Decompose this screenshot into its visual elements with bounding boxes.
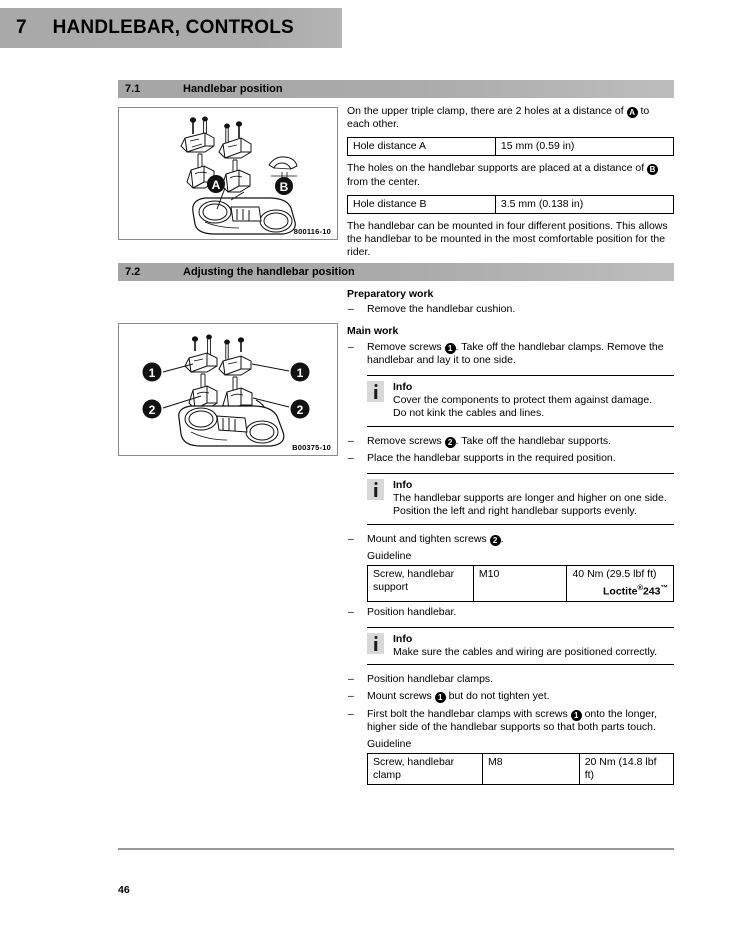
- step5-text: Position handlebar.: [367, 605, 457, 618]
- step7-part1: Mount screws: [367, 690, 435, 703]
- info-line: Position the left and right handlebar supports evenly.: [393, 505, 637, 518]
- list-item: [347, 303, 674, 316]
- chapter-number: 7: [16, 17, 27, 38]
- step8-part1: First bolt the handlebar clamps with screws: [367, 707, 571, 720]
- guideline-label-1: Guideline: [367, 549, 412, 562]
- paragraph-hole-distance-b-intro: [347, 162, 674, 188]
- info-box-1: [367, 375, 674, 427]
- dash-marker: –: [348, 605, 354, 618]
- inline-badge-1: 1: [435, 692, 446, 703]
- section-heading-7-2: [118, 263, 674, 281]
- section-title: Adjusting the handlebar position: [183, 266, 355, 278]
- inline-badge-2: 2: [445, 437, 456, 448]
- svg-text:1: 1: [148, 366, 156, 380]
- page-content: [118, 0, 674, 950]
- list-item: [347, 452, 674, 465]
- list-item: [347, 533, 674, 546]
- spec-table-screw-handlebar-support: [367, 565, 674, 602]
- step2-part2: . Take off the handlebar supports.: [455, 434, 612, 447]
- hole-distance-b-value: 3.5 mm (0.138 in): [495, 195, 673, 213]
- dash-marker: –: [348, 451, 354, 464]
- info-line: The handlebar supports are longer and higher on one side.: [393, 492, 667, 505]
- para2-part2: from the center.: [347, 175, 420, 188]
- screw-support-size: M10: [473, 566, 567, 602]
- info-title: Info: [393, 381, 413, 394]
- table-row: [348, 138, 674, 156]
- hole-distance-a-label: Hole distance A: [348, 138, 496, 156]
- hole-distance-b-label: Hole distance B: [348, 195, 496, 213]
- screw-support-torque: [567, 566, 674, 602]
- info-icon-dot: [374, 384, 377, 387]
- inline-badge-1: 1: [445, 343, 456, 354]
- dash-marker: –: [348, 707, 354, 720]
- info-line: Cover the components to protect them against damage.: [393, 394, 653, 407]
- step4-part1: Mount and tighten screws: [367, 532, 490, 545]
- page-number: 46: [118, 884, 130, 896]
- preparatory-item-text: Remove the handlebar cushion.: [367, 303, 516, 316]
- main-work-list-part3: [347, 533, 674, 546]
- step1-part1: Remove screws: [367, 340, 445, 353]
- info-icon-stem: [374, 641, 378, 651]
- section-heading-7-1: [118, 80, 674, 98]
- hole-distance-a-value: 15 mm (0.59 in): [495, 138, 673, 156]
- info-icon-stem: [374, 487, 378, 497]
- para1-part1: On the upper triple clamp, there are 2 holes at a distance of: [347, 105, 627, 117]
- triple-clamp-exploded-diagram: [119, 108, 337, 239]
- loctite-name: Loctite: [603, 585, 638, 598]
- info-icon-dot: [374, 482, 377, 485]
- step8-part2: onto the longer, higher side of the handlebar supports so that both parts touch.: [367, 707, 657, 733]
- info-icon: [367, 381, 384, 402]
- loctite-spec: [572, 581, 668, 599]
- list-item: [347, 435, 674, 448]
- info-icon-stem: [374, 389, 378, 399]
- list-item: [347, 673, 674, 686]
- main-work-list-part2: [347, 435, 674, 465]
- figure-id: B00375-10: [292, 443, 331, 452]
- list-item: [347, 690, 674, 703]
- para2-part1: The holes on the handlebar supports are placed at a distance of: [347, 162, 648, 175]
- para1-part2: to each other.: [347, 105, 650, 131]
- svg-text:B: B: [279, 180, 289, 194]
- spec-table-screw-handlebar-clamp: [367, 753, 674, 785]
- step1-part2: . Take off the handlebar clamps. Remove the handlebar and lay it to one side.: [367, 340, 664, 366]
- loctite-trademark: ™: [660, 583, 668, 593]
- svg-text:2: 2: [148, 403, 156, 417]
- figure-handlebar-position: [118, 107, 338, 240]
- info-icon: [367, 479, 384, 500]
- section-7-1-text: [347, 105, 674, 261]
- loctite-number: 243: [642, 585, 661, 598]
- dash-marker: –: [348, 673, 354, 686]
- figure-adjusting-handlebar: [118, 323, 338, 456]
- info-icon: [367, 633, 384, 654]
- loctite-registered-mark: ®: [637, 583, 643, 593]
- svg-text:A: A: [211, 178, 221, 192]
- dash-marker: –: [348, 303, 354, 316]
- preparatory-work-heading: Preparatory work: [347, 288, 434, 300]
- step2-part1: Remove screws: [367, 434, 445, 447]
- main-work-list-part1: [347, 341, 674, 367]
- preparatory-work-list: [347, 303, 674, 316]
- inline-badge-a: A: [627, 107, 638, 118]
- inline-badge-1: 1: [571, 710, 582, 721]
- guideline-label-2: Guideline: [367, 737, 412, 750]
- main-work-heading: Main work: [347, 325, 399, 338]
- spec-table-hole-distance-b: [347, 195, 674, 214]
- dash-marker: –: [348, 340, 354, 353]
- info-body: [393, 479, 674, 519]
- info-body: [393, 381, 674, 421]
- list-item: [347, 606, 674, 619]
- section-7-2-text: [347, 288, 674, 785]
- table-row: [368, 754, 674, 785]
- info-title: Info: [393, 479, 413, 492]
- step3-text: Place the handlebar supports in the required position.: [367, 451, 616, 464]
- list-item: [347, 708, 674, 734]
- spec-table-hole-distance-a: [347, 137, 674, 156]
- footer-divider: [118, 848, 674, 850]
- info-body: [393, 633, 674, 659]
- figure-id: 800116-10: [293, 227, 331, 236]
- paragraph-hole-distance-a-intro: [347, 105, 674, 131]
- info-box-2: [367, 473, 674, 525]
- torque-value: 40 Nm (29.5 lbf ft): [572, 568, 657, 581]
- info-line: Make sure the cables and wiring are positioned correctly.: [393, 645, 658, 658]
- svg-text:1: 1: [296, 366, 304, 380]
- main-work-list-part5: [347, 673, 674, 734]
- dash-marker: –: [348, 532, 354, 545]
- info-box-3: [367, 627, 674, 665]
- table-row: [348, 195, 674, 213]
- svg-text:2: 2: [296, 403, 304, 417]
- table-row: [368, 566, 674, 602]
- info-title: Info: [393, 632, 413, 645]
- inline-badge-2: 2: [490, 535, 501, 546]
- screw-clamp-name: Screw, handlebar clamp: [368, 754, 483, 785]
- info-line: Do not kink the cables and lines.: [393, 407, 545, 420]
- paragraph-mounting-positions: The handlebar can be mounted in four different positions. This allows the handlebar to be mounted in the most comfortable position for the rider.: [347, 219, 668, 259]
- chapter-title: HANDLEBAR, CONTROLS: [52, 17, 294, 38]
- screw-clamp-torque: 20 Nm (14.8 lbf ft): [579, 754, 673, 785]
- section-number: 7.2: [125, 266, 141, 278]
- screw-support-name: Screw, handlebar support: [368, 566, 474, 602]
- step4-part2: .: [500, 532, 504, 545]
- inline-badge-b: B: [647, 164, 658, 175]
- step6-text: Position handlebar clamps.: [367, 673, 494, 686]
- section-title: Handlebar position: [183, 83, 283, 95]
- section-number: 7.1: [125, 83, 141, 95]
- list-item: [347, 341, 674, 367]
- dash-marker: –: [348, 690, 354, 703]
- dash-marker: –: [348, 434, 354, 447]
- screw-clamp-size: M8: [483, 754, 580, 785]
- handlebar-adjust-exploded-diagram: [119, 324, 337, 455]
- main-work-list-part4: [347, 606, 674, 619]
- info-icon-dot: [374, 636, 377, 639]
- step7-part2: but do not tighten yet.: [445, 690, 550, 703]
